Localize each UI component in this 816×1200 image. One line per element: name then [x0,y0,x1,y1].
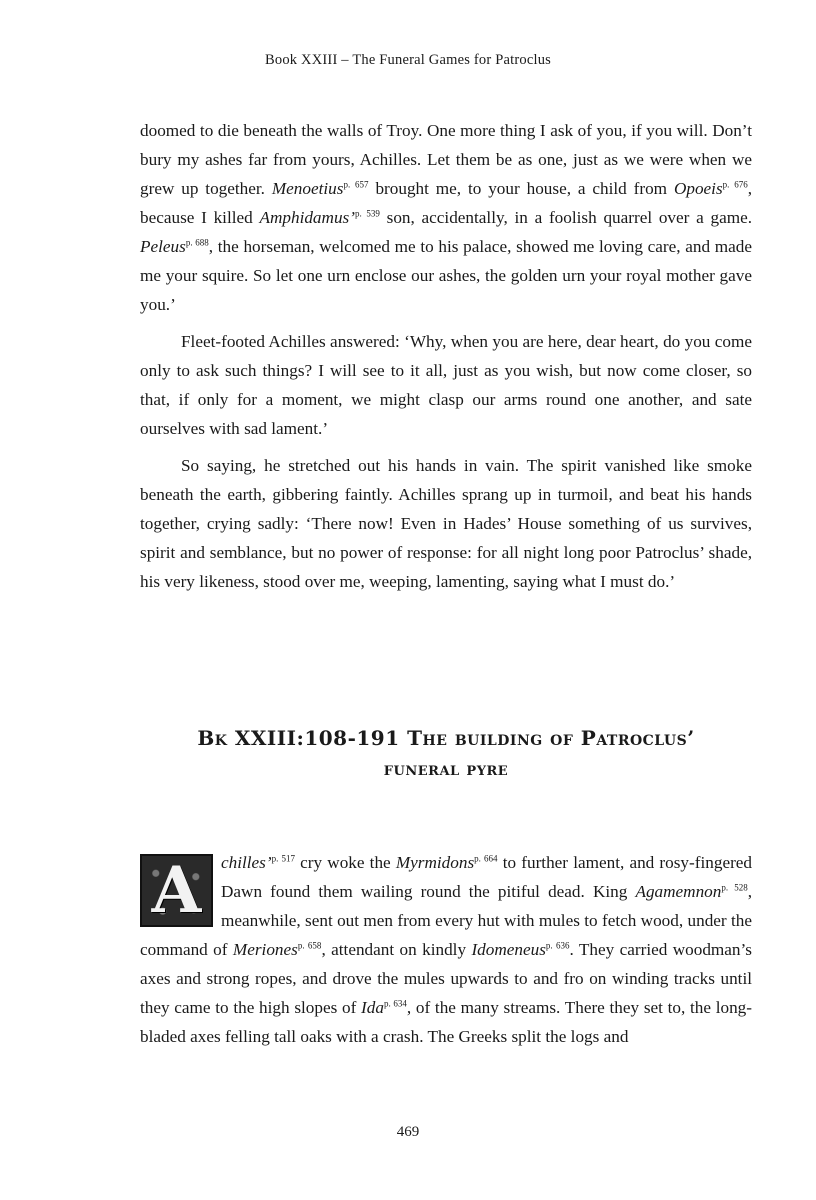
link-agamemnon[interactable]: Agamemnon [635,882,722,901]
link-achilles[interactable]: chilles’ [221,853,272,872]
paragraph-1: doomed to die beneath the walls of Troy. One more thing I ask of you, if you will. Don’t bury my ashes far from yours, Achilles. Let them be as one, just as we were when we grew up together. Menoetius$^{p. 657}$ brought me, to your house, a child from Opoeis$^{p. 676}$, because I killed Amphidamus’$^{p. 539}$ son, accidentally, in a foolish quarrel over a game. Peleus$^{p. 688}$, the horseman, welcomed me to his palace, showed me loving care, and made me your squire. So let one urn enclose our ashes, the golden urn your royal mother gave you.’ [140,121,753,314]
ref-opoeis[interactable]: p. 676 [722,179,748,190]
paragraph-2: Fleet-footed Achilles answered: ‘Why, when you are here, dear heart, do you come only to ask such things? I will see to it all, just as you wish, but now come closer, so that, if only for a moment, we might clasp our arms round one another, and sate ourselves with sad lament.’ [140,332,752,438]
ref-amphidamus[interactable]: p. 539 [354,208,380,219]
ref-achilles[interactable]: p. 517 [271,853,295,864]
link-peleus[interactable]: Peleus [140,237,186,256]
link-idomeneus[interactable]: Idomeneus [471,940,546,959]
link-meriones[interactable]: Meriones [232,940,298,959]
text-block-lower [140,848,752,1059]
section-heading-line2: funeral pyre [383,759,509,780]
ref-menoetius[interactable]: p. 657 [343,179,369,190]
link-ida[interactable]: Ida [361,998,384,1017]
ref-meriones[interactable]: p. 658 [297,940,322,951]
text-block-upper [140,116,752,604]
link-menoetius[interactable]: Menoetius [271,179,344,198]
dropcap-ornament: A [140,854,213,927]
ref-agamemnon[interactable]: p. 528 [721,882,748,893]
page-number: 469 [396,1124,420,1140]
paragraph-3: So saying, he stretched out his hands in vain. The spirit vanished like smoke beneath the earth, gibbering faintly. Achilles sprang up in turmoil, and beat his hands together, crying sadly: ‘There now! Even in Hades’ House something of us survives, spirit and semblance, but no power of response: for all night long poor Patroclus’ shade, his very likeness, stood over me, weeping, lamenting, saying what I must do.’ [140,456,752,591]
link-myrmidons[interactable]: Myrmidons [395,853,475,872]
ref-ida[interactable]: p. 634 [383,998,407,1009]
link-amphidamus[interactable]: Amphidamus’ [259,208,355,227]
link-opoeis[interactable]: Opoeis [673,179,723,198]
running-head: Book XXIII – The Funeral Games for Patroclus [265,52,551,68]
ref-peleus[interactable]: p. 688 [185,237,209,248]
paragraph-4: A chilles’$^{p. 517}$ cry woke the Myrmidons$^{p. 664}$ to further lament, and rosy-fingered Dawn found them wailing round the pitiful dead. King Agamemnon$^{p. 528}$, meanwhile, sent out men from every hut with mules to fetch wood, under the command of Meriones$^{p. 658}$, attendant on kindly Idomeneus$^{p. 636}$. They carried woodman’s axes and strong ropes, and drove the mules upwards to and fro on winding tracks until they came to the high slopes of Ida$^{p. 634}$, of the many streams. There they set to, the long-bladed axes felling tall oaks with a crash. The Greeks split the logs and [140,853,753,1046]
ref-myrmidons[interactable]: p. 664 [474,853,498,864]
section-heading [140,722,752,786]
section-heading-line1: Bk XXIII:108-191 The building of Patroclus’ [197,726,695,750]
ref-idomeneus[interactable]: p. 636 [545,940,570,951]
